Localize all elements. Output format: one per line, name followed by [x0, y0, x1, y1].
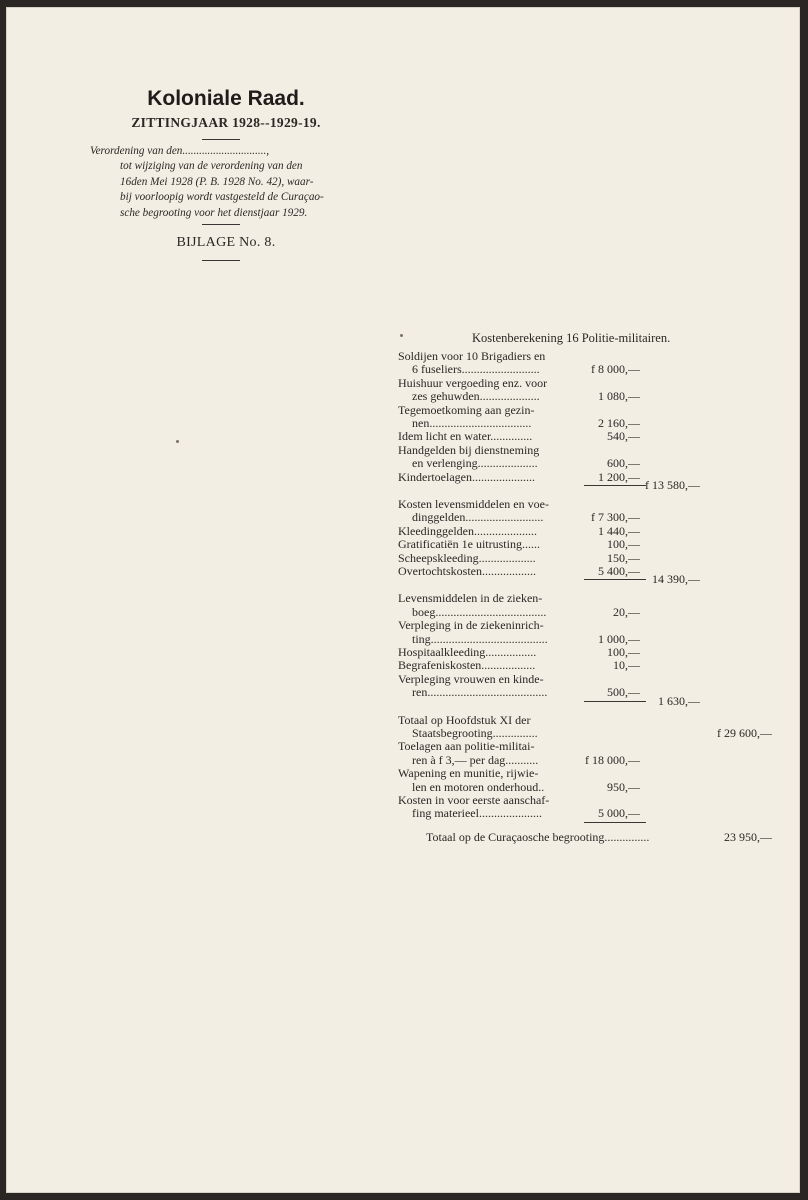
line-item-label: ren à f 3,— per dag...........: [412, 752, 539, 767]
group-subtotal: 1 630,—: [658, 693, 700, 708]
line-item-label: Wapening en munitie, rijwie-: [398, 766, 539, 781]
line-item-label: Kosten in voor eerste aanschaf-: [398, 793, 550, 807]
line-item-label: nen..................................: [412, 416, 532, 430]
grand-total-label: Totaal op de Curaçaosche begrooting...............: [426, 829, 650, 844]
line-item-label: 6 fuseliers..........................: [412, 362, 540, 377]
line-item-label: Idem licht en water..............: [398, 429, 533, 444]
divider: [202, 260, 240, 261]
line-item-label: Verpleging vrouwen en kinde-: [398, 671, 544, 686]
sum-rule: [584, 579, 646, 580]
line-item-label: Toelagen aan politie-militai-: [398, 739, 535, 754]
intro-line: sche begrooting voor het dienstjaar 1929.: [120, 206, 308, 219]
line-item-label: Soldijen voor 10 Brigadiers en: [398, 349, 546, 363]
sum-rule: [584, 485, 646, 486]
sum-rule: [584, 822, 646, 823]
line-item-amount: 10,—: [613, 658, 640, 673]
divider: [202, 139, 240, 140]
sum-rule: [584, 701, 646, 702]
line-item-amount: f 7 300,—: [591, 510, 640, 525]
line-item-amount: 540,—: [607, 429, 640, 444]
ordinance-intro: [90, 144, 340, 221]
grand-total-amount: 23 950,—: [724, 829, 772, 844]
line-item-label: Huishuur vergoeding enz. voor: [398, 375, 548, 390]
paper-speck: [176, 440, 179, 443]
line-item-amount: f 18 000,—: [585, 752, 640, 767]
line-item-amount: 1 440,—: [598, 523, 640, 538]
line-item-label: Kosten levensmiddelen en voe-: [398, 497, 549, 511]
line-item-label: boeg.....................................: [412, 604, 547, 619]
line-item-amount: 5 000,—: [598, 806, 640, 821]
line-item-amount: 1 000,—: [598, 631, 640, 646]
line-item-label: Totaal op Hoofdstuk XI der: [398, 712, 531, 727]
document-title: Koloniale Raad.: [147, 87, 305, 110]
line-item-label: ting.......................................: [412, 631, 548, 646]
intro-line: Verordening van den..............................,: [90, 145, 270, 157]
paper-speck: [400, 334, 403, 337]
line-item-label: Begrafeniskosten..................: [398, 658, 536, 673]
line-item-amount: 2 160,—: [598, 416, 640, 430]
hoofdstuk-total: f 29 600,—: [717, 726, 772, 740]
line-item-label: Tegemoetkoming aan gezin-: [398, 402, 535, 417]
calculation-heading: Kostenberekening 16 Politie-militairen.: [472, 331, 671, 345]
line-item-label: dinggelden..........................: [412, 510, 544, 525]
document-page: [6, 7, 800, 1193]
line-item-amount: 950,—: [607, 779, 640, 794]
line-item-label: Handgelden bij dienstneming: [398, 442, 540, 457]
line-item-label: Kleedinggelden.....................: [398, 523, 537, 538]
line-item-amount: 150,—: [607, 550, 640, 565]
line-item-label: en verlenging....................: [412, 456, 538, 471]
session-year: ZITTINGJAAR 1928--1929-19.: [131, 115, 321, 130]
line-item-amount: 1 200,—: [598, 469, 640, 484]
line-item-label: Scheepskleeding...................: [398, 550, 536, 565]
line-item-label: Overtochtskosten..................: [398, 564, 536, 578]
line-item-amount: 600,—: [607, 456, 640, 471]
group-subtotal: 14 390,—: [652, 572, 700, 587]
line-item-label: Verpleging in de ziekeninrich-: [398, 618, 544, 633]
line-item-label: ren........................................: [412, 685, 548, 700]
line-item-label: Levensmiddelen in de zieken-: [398, 591, 543, 606]
line-item-label: zes gehuwden....................: [412, 389, 540, 404]
line-item-amount: f 8 000,—: [591, 362, 640, 377]
line-item-label: len en motoren onderhoud..: [412, 779, 545, 794]
intro-line: bij voorloopig wordt vastgesteld de Curaçao-: [120, 191, 324, 204]
appendix-label: BIJLAGE No. 8.: [176, 235, 276, 250]
line-item-label: Gratificatiën 1e uitrusting......: [398, 537, 540, 552]
line-item-label: Kindertoelagen.....................: [398, 469, 535, 484]
intro-line: tot wijziging van de verordening van den: [120, 160, 303, 173]
line-item-label: Hospitaalkleeding.................: [398, 645, 537, 659]
line-item-amount: 500,—: [607, 685, 640, 700]
group-subtotal: f 13 580,—: [645, 478, 700, 492]
line-item-amount: 100,—: [607, 645, 640, 659]
line-item-amount: 100,—: [607, 537, 640, 552]
line-item-amount: 1 080,—: [598, 389, 640, 404]
line-item-label: Staatsbegrooting...............: [412, 726, 538, 740]
divider: [202, 224, 240, 225]
line-item-amount: 20,—: [613, 604, 640, 619]
line-item-label: fing materieel.....................: [412, 806, 542, 821]
intro-line: 16den Mei 1928 (P. B. 1928 No. 42), waar-: [120, 175, 314, 188]
line-item-amount: 5 400,—: [598, 564, 640, 578]
